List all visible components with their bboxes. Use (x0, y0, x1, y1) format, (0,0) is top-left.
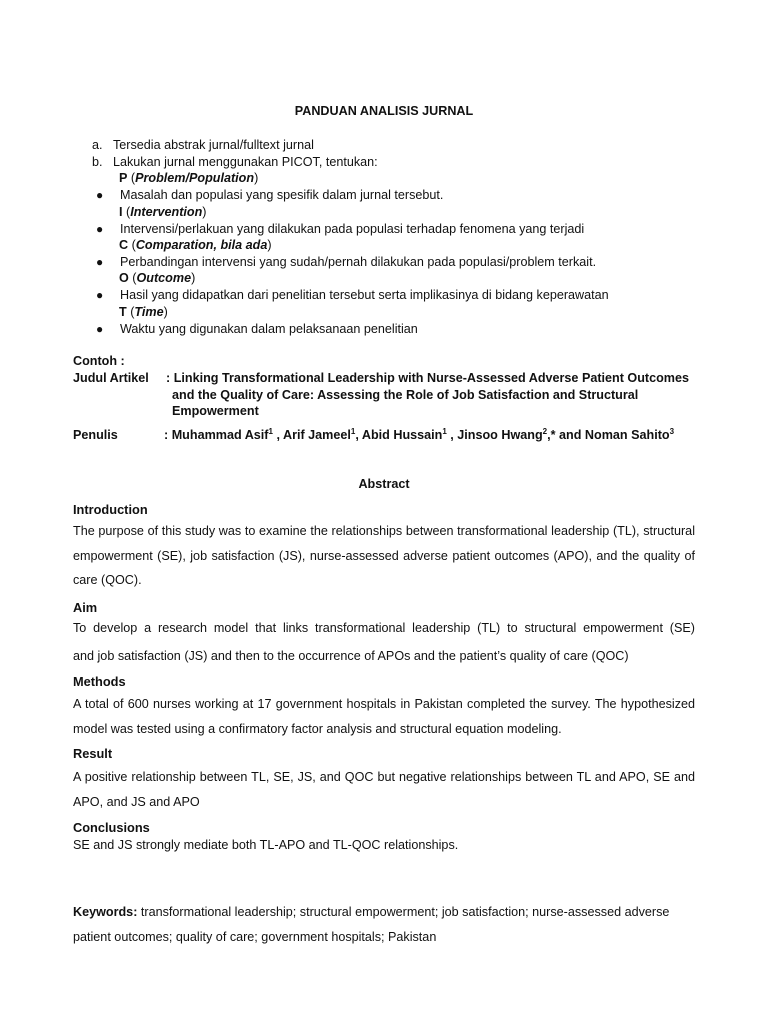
bullet-icon: ● (96, 222, 104, 236)
example-label: Contoh : (73, 354, 125, 368)
aim-text-line: To develop a research model that links transformational leadership (TL) to structural empowerment (SE) (73, 621, 695, 635)
keywords-label: Keywords: (73, 905, 138, 919)
methods-heading: Methods (73, 674, 126, 689)
picot-term-p: P (Problem/Population) (119, 171, 259, 185)
bullet-icon: ● (96, 188, 104, 202)
aim-heading: Aim (73, 600, 98, 615)
bullet-icon: ● (96, 255, 104, 269)
picot-desc-c: Perbandingan intervensi yang sudah/pernah dilakukan pada populasi/problem terkait. (120, 255, 597, 269)
author-label: Penulis (73, 428, 118, 442)
article-label: Judul Artikel (73, 371, 149, 385)
introduction-text: The purpose of this study was to examine the relationships between transformational leadership (TL), structural empowerment (SE), job satisfaction (JS), nurse-assessed adverse patient outcomes (APO), and the quality of care (QOC). (73, 524, 695, 587)
result-heading: Result (73, 746, 113, 761)
author-list: : Muhammad Asif$^1$ , Arif Jameel$^1$, Abid Hussain$^1$ , Jinsoo Hwang$^2$,* and Noman Sahito$^3$ (164, 427, 675, 442)
introduction-heading: Introduction (73, 502, 148, 517)
conclusions-heading: Conclusions (73, 820, 150, 835)
list-marker-a: a. (92, 138, 103, 152)
article-title-line: and the Quality of Care: Assessing the Role of Job Satisfaction and Structural (172, 388, 639, 402)
result-text: A positive relationship between TL, SE, JS, and QOC but negative relationships between TL and APO, SE and APO, and JS and APO (73, 770, 695, 809)
picot-desc-o: Hasil yang didapatkan dari penelitian tersebut serta implikasinya di bidang keperawatan (120, 288, 609, 302)
picot-desc-t: Waktu yang digunakan dalam pelaksanaan penelitian (120, 322, 418, 336)
conclusions-text: SE and JS strongly mediate both TL-APO and TL-QOC relationships. (73, 838, 459, 852)
picot-term-t: T (Time) (119, 305, 168, 319)
methods-text: A total of 600 nurses working at 17 government hospitals in Pakistan completed the survey. The hypothesized model was tested using a confirmatory factor analysis and structural equation modeling. (73, 697, 695, 736)
article-title-line: : Linking Transformational Leadership with Nurse-Assessed Adverse Patient Outcomes (166, 371, 690, 385)
list-marker-b: b. (92, 155, 103, 169)
picot-term-c: C (Comparation, bila ada) (119, 238, 272, 252)
keywords-line: patient outcomes; quality of care; government hospitals; Pakistan (73, 930, 437, 944)
list-text-a: Tersedia abstrak jurnal/fulltext jurnal (113, 138, 314, 152)
aim-text-line: and job satisfaction (JS) and then to the occurrence of APOs and the patient’s quality of care (QOC) (73, 649, 629, 663)
bullet-icon: ● (96, 322, 104, 336)
abstract-heading: Abstract (358, 477, 410, 491)
list-item-b (92, 155, 103, 169)
picot-term-i: I (Intervention) (119, 205, 207, 219)
picot-desc-p: Masalah dan populasi yang spesifik dalam jurnal tersebut. (120, 188, 444, 202)
picot-term-o: O (Outcome) (119, 271, 196, 285)
list-text-b: Lakukan jurnal menggunakan PICOT, tentukan: (113, 155, 378, 169)
article-title-line: Empowerment (172, 404, 259, 418)
list-item-a (92, 138, 103, 152)
keywords-line: Keywords: transformational leadership; structural empowerment; job satisfaction; nurse-assessed adverse (73, 905, 670, 919)
picot-desc-i: Intervensi/perlakuan yang dilakukan pada populasi terhadap fenomena yang terjadi (120, 222, 585, 236)
bullet-icon: ● (96, 288, 104, 302)
document-title: PANDUAN ANALISIS JURNAL (294, 104, 474, 118)
